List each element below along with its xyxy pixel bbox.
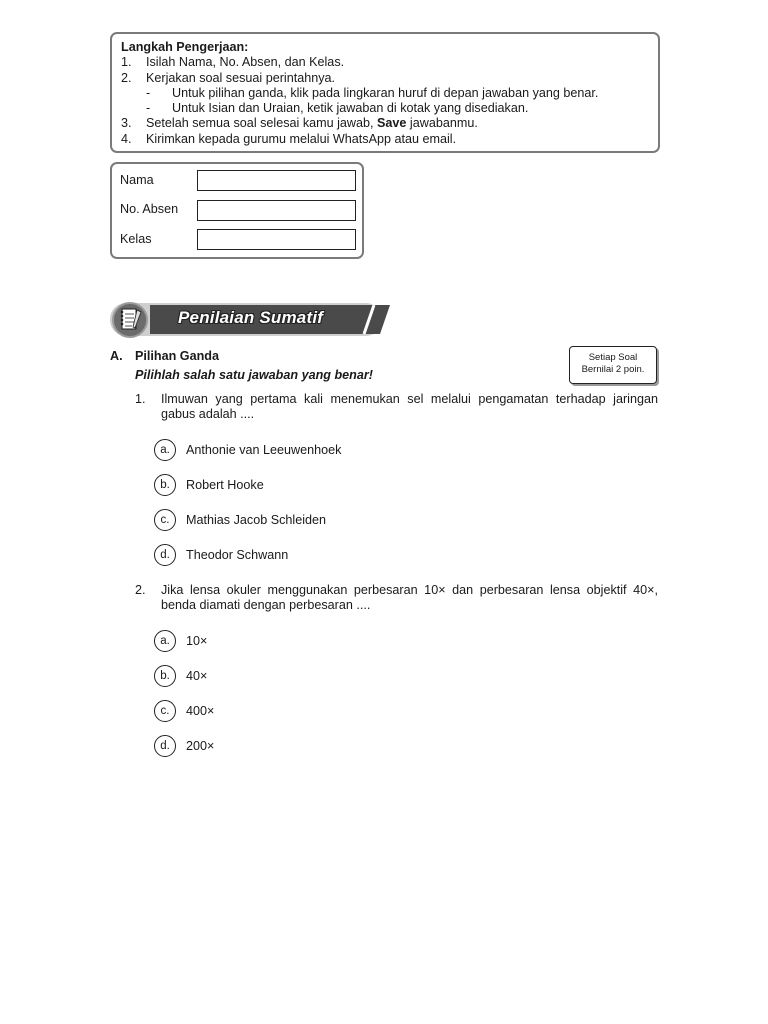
option-radio[interactable]: a. (154, 630, 176, 652)
option-radio[interactable]: a. (154, 439, 176, 461)
option-text: Theodor Schwann (186, 548, 289, 562)
section-letter: A. (110, 349, 123, 363)
option-text: 40× (186, 669, 208, 683)
question-text: Ilmuwan yang pertama kali menemukan sel melalui pengamatan terhadap jaringan gabus adalah .... (161, 392, 658, 421)
option-d[interactable] (154, 735, 214, 757)
instruction-step-4 (121, 132, 658, 147)
option-text: Mathias Jacob Schleiden (186, 513, 327, 527)
substep-dash: - (146, 101, 151, 116)
option-text: Robert Hooke (186, 478, 264, 492)
option-radio[interactable]: d. (154, 735, 176, 757)
absen-label: No. Absen (120, 202, 179, 216)
option-radio[interactable]: d. (154, 544, 176, 566)
step-number: 4. (121, 131, 132, 146)
question-number: 1. (135, 392, 146, 406)
question-text: Jika lensa okuler menggunakan perbesaran 10× dan perbesaran lensa objektif 40×, benda diamati dengan perbesaran .... (161, 583, 658, 612)
option-text: 400× (186, 704, 215, 718)
points-note (569, 346, 657, 384)
instruction-step-3 (121, 116, 658, 131)
instruction-substep-2 (121, 101, 658, 116)
substep-text: Untuk Isian dan Uraian, ketik jawaban di kotak yang disediakan. (172, 101, 529, 116)
points-line-2: Bernilai 2 poin. (581, 364, 645, 375)
option-c[interactable] (154, 700, 214, 722)
step-text: Isilah Nama, No. Absen, dan Kelas. (146, 55, 345, 70)
option-c[interactable] (154, 509, 326, 531)
absen-field[interactable] (197, 200, 356, 221)
step-text-before: Setelah semua soal selesai kamu jawab, (146, 116, 378, 131)
option-a[interactable] (154, 439, 341, 461)
option-b[interactable] (154, 474, 264, 496)
class-label: Kelas (120, 232, 152, 246)
instruction-substep-1 (121, 86, 658, 101)
option-b[interactable] (154, 665, 207, 687)
save-emphasis: Save (377, 116, 407, 131)
substep-dash: - (146, 85, 151, 100)
option-radio[interactable]: b. (154, 665, 176, 687)
question-number: 2. (135, 583, 146, 597)
step-text (146, 116, 478, 131)
step-number: 1. (121, 55, 132, 70)
step-text: Kirimkan kepada gurumu melalui WhatsApp atau email. (146, 131, 457, 146)
instruction-step-1 (121, 55, 658, 70)
option-radio[interactable]: b. (154, 474, 176, 496)
substep-text: Untuk pilihan ganda, klik pada lingkaran huruf di depan jawaban yang benar. (172, 85, 599, 100)
instruction-step-2 (121, 71, 658, 86)
option-d[interactable] (154, 544, 288, 566)
section-banner (108, 300, 393, 340)
section-instruction: Pilihlah salah satu jawaban yang benar! (135, 368, 373, 382)
identity-box (110, 162, 364, 259)
step-number: 2. (121, 70, 132, 85)
banner-title: Penilaian Sumatif (178, 308, 324, 327)
option-a[interactable] (154, 630, 207, 652)
step-text-after: jawabanmu. (406, 116, 478, 131)
section-title: Pilihan Ganda (135, 349, 219, 363)
step-number: 3. (121, 116, 132, 131)
option-text: Anthonie van Leeuwenhoek (186, 443, 342, 457)
option-radio[interactable]: c. (154, 700, 176, 722)
name-label: Nama (120, 173, 154, 187)
option-radio[interactable]: c. (154, 509, 176, 531)
points-line-1: Setiap Soal (588, 352, 638, 363)
step-text: Kerjakan soal sesuai perintahnya. (146, 70, 336, 85)
instructions-box (110, 32, 660, 153)
option-text: 200× (186, 739, 215, 753)
instructions-title: Langkah Pengerjaan: (121, 40, 249, 54)
option-text: 10× (186, 634, 208, 648)
class-field[interactable] (197, 229, 356, 250)
name-field[interactable] (197, 170, 356, 191)
